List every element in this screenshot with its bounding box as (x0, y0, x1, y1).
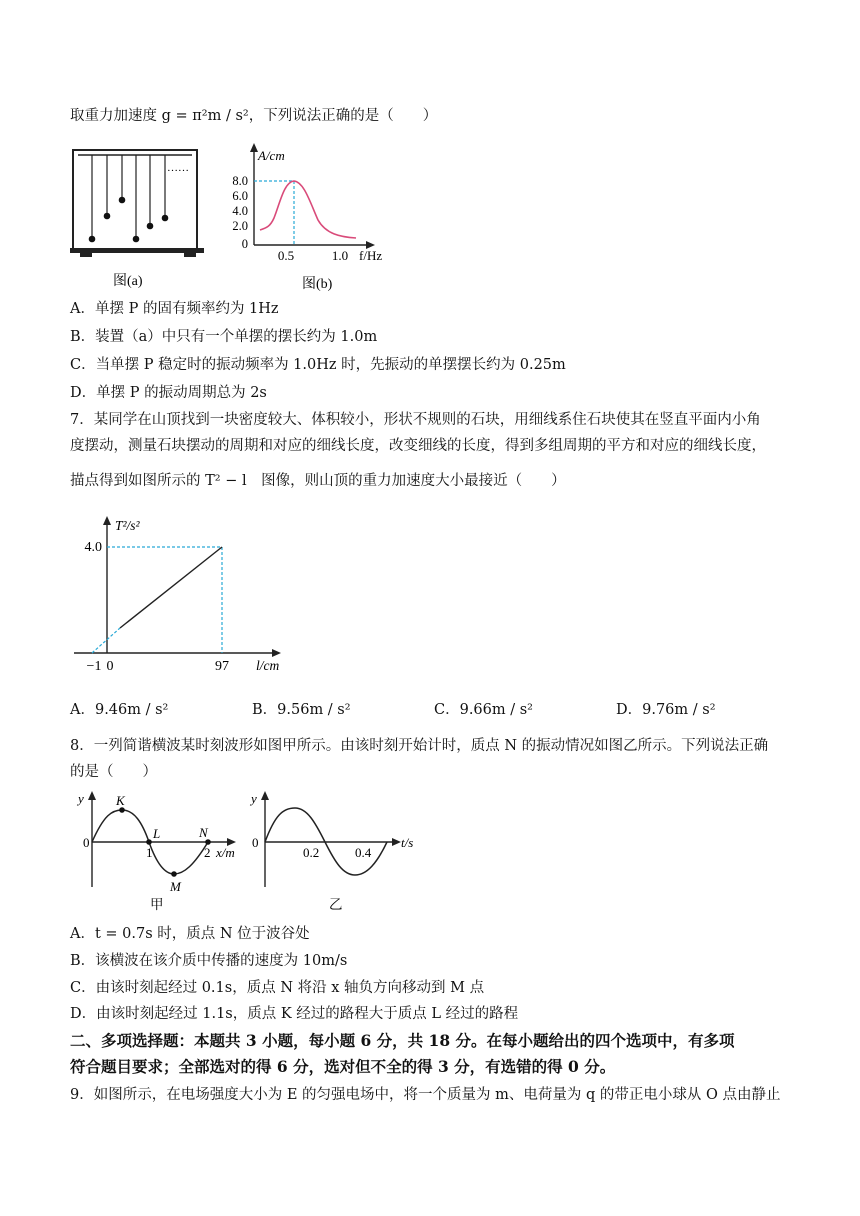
q8-figure-jia-waveform (70, 785, 250, 915)
fig-b-ytick-8: 8.0 (232, 174, 248, 188)
figure-b-resonance-curve (220, 140, 400, 295)
q7-xtick-0: 0 (106, 659, 114, 674)
yi-tick-04: 0.4 (355, 845, 372, 860)
q7-option-b: B．9.56m / s² (252, 702, 351, 718)
jia-ylabel: y (78, 791, 84, 806)
fig-b-xtick-05: 0.5 (277, 248, 295, 263)
q7-xlabel: l/cm (256, 658, 280, 673)
q8-stem-line2: 的是（ ） (70, 764, 157, 780)
q9-stem: 9．如图所示，在电场强度大小为 E 的匀强电场中，将一个质量为 m、电荷量为 q 的带正电小球从 O 点由静止 (70, 1087, 781, 1103)
jia-tick-2: 2 (204, 845, 211, 860)
jia-point-l: L (153, 826, 161, 841)
yi-ylabel: y (251, 791, 257, 806)
jia-point-k: K (116, 793, 125, 808)
jia-tick-1: 1 (146, 845, 153, 860)
q7-stem-line1: 7．某同学在山顶找到一块密度较大、体积较小，形状不规则的石块，用细线系住石块使其在竖直平面内小角 (70, 412, 761, 428)
fig-b-ytick-0: 0 (241, 237, 248, 251)
figure-a-pendulum-apparatus (70, 145, 210, 295)
q7-stem-line2: 度摆动，测量石块摆动的周期和对应的细线长度，改变细线的长度，得到多组周期的平方和对应的细线长度， (70, 438, 766, 454)
q8-option-a: A．t = 0.7s 时，质点 N 位于波谷处 (70, 926, 310, 942)
fig-b-ylabel: A/cm (258, 148, 285, 163)
section2-heading-line1: 二、多项选择题：本题共 3 小题，每小题 6 分，共 18 分。在每小题给出的四个选项中，有多项 (70, 1031, 735, 1050)
q7-option-a: A．9.46m / s² (70, 702, 169, 718)
fig-a-dots: …… (167, 162, 189, 174)
q6-option-a: A．单摆 P 的固有频率约为 1Hz (70, 301, 279, 317)
q8-stem-line1: 8．一列简谐横波某时刻波形如图甲所示。由该时刻开始计时，质点 N 的振动情况如图乙所示。下列说法正确 (70, 738, 769, 754)
q7-ylabel: T²/s² (115, 518, 140, 533)
yi-xlabel: t/s (401, 835, 414, 850)
jia-point-m: M (170, 879, 181, 894)
fig-b-ytick-4: 4.0 (232, 204, 248, 218)
jia-point-n: N (199, 825, 208, 840)
section2-heading-line2: 符合题目要求；全部选对的得 6 分，选对但不全的得 3 分，有选错的得 0 分。 (70, 1057, 616, 1076)
q8-figure-yi-vibration (245, 785, 435, 915)
fig-b-ytick-6: 6.0 (232, 189, 248, 203)
q7-ytick: 4.0 (84, 540, 102, 555)
q7-option-d: D．9.76m / s² (616, 702, 716, 718)
fig-a-caption: 图(a) (113, 274, 143, 289)
q8-option-b: B．该横波在该介质中传播的速度为 10m/s (70, 953, 348, 969)
jia-caption: 甲 (150, 897, 164, 912)
jia-origin: 0 (83, 835, 90, 850)
q6-option-c: C．当单摆 P 稳定时的振动频率为 1.0Hz 时，先振动的单摆摆长约为 0.25m (70, 357, 566, 373)
fig-b-xtick-10: 1.0 (331, 248, 349, 263)
q8-option-d: D．由该时刻起经过 1.1s，质点 K 经过的路程大于质点 L 经过的路程 (70, 1006, 519, 1022)
q7-t2-l-chart (70, 510, 310, 680)
fig-b-caption: 图(b) (302, 277, 333, 292)
fig-b-ytick-2: 2.0 (232, 219, 248, 233)
q6-option-b: B．装置（a）中只有一个单摆的摆长约为 1.0m (70, 329, 378, 345)
q8-option-c: C．由该时刻起经过 0.1s，质点 N 将沿 x 轴负方向移动到 M 点 (70, 980, 485, 996)
q6-option-d: D．单摆 P 的振动周期总为 2s (70, 385, 267, 401)
q7-xtick-neg1: −1 (86, 659, 102, 674)
q7-xtick-97: 97 (215, 659, 229, 674)
q7-option-c: C．9.66m / s² (434, 702, 533, 718)
yi-tick-02: 0.2 (303, 845, 320, 860)
fig-b-xlabel: f/Hz (359, 248, 383, 263)
jia-xlabel: x/m (216, 845, 235, 860)
q6-stem: 取重力加速度 g = π²m / s²，下列说法正确的是（ ） (70, 108, 438, 124)
yi-caption: 乙 (329, 897, 343, 912)
q7-stem-line3: 描点得到如图所示的 T² − l 图像，则山顶的重力加速度大小最接近（ ） (70, 473, 566, 489)
yi-origin: 0 (252, 835, 259, 850)
